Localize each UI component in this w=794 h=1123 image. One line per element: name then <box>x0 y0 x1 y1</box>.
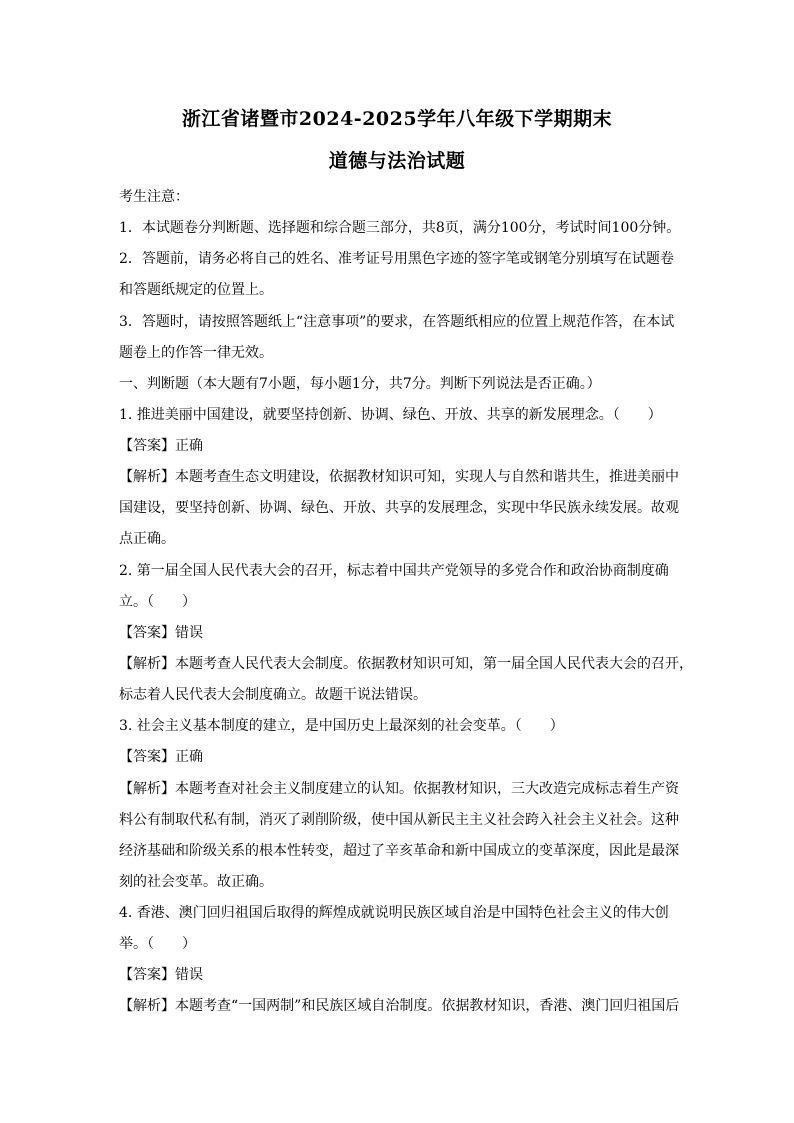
q1-analysis-a: 【解析】本题考查生态文明建设，依据教材知识可知，实现人与自然和谐共生，推进美丽中 <box>119 469 679 485</box>
q1-analysis-c: 点正确。 <box>119 531 175 547</box>
q3-analysis-a: 【解析】本题考查对社会主义制度建立的认知。依据教材知识，三大改造完成标志着生产资 <box>119 781 679 797</box>
q4-analysis-a: 【解析】本题考查“一国两制”和民族区域自治制度。依据教材知识，香港、澳门回归祖国后 <box>119 998 680 1014</box>
notice-item-2a: 2．答题前，请务必将自己的姓名、准考证号用黑色字迹的签字笔或钢笔分别填写在试题卷 <box>119 251 674 267</box>
q2-stem-a: 2. 第一届全国人民代表大会的召开，标志着中国共产党领导的多党合作和政治协商制度确 <box>119 563 669 579</box>
q1-stem: 1. 推进美丽中国建设，就要坚持创新、协调、绿色、开放、共享的新发展理念。（ ） <box>119 407 662 423</box>
q4-stem-a: 4. 香港、澳门回归祖国后取得的辉煌成就说明民族区域自治是中国特色社会主义的伟大创 <box>119 905 669 921</box>
q1-answer: 【答案】正确 <box>119 438 203 454</box>
q3-analysis-d: 刻的社会变革。故正确。 <box>119 874 273 890</box>
notice-heading: 考生注意： <box>119 189 189 205</box>
section-1-heading: 一、判断题（本大题有7小题，每小题1分，共7分。判断下列说法是否正确。） <box>119 376 601 392</box>
document-title-line1: 浙江省诸暨市2024-2025学年八年级下学期期末 <box>181 108 613 130</box>
notice-item-2b: 和答题纸规定的位置上。 <box>119 282 273 298</box>
q2-stem-b: 立。（ ） <box>119 594 196 610</box>
q1-analysis-b: 国建设，要坚持创新、协调、绿色、开放、共享的发展理念，实现中华民族永续发展。故观 <box>119 500 679 516</box>
q2-answer: 【答案】错误 <box>119 625 203 641</box>
document-title-line2: 道德与法治试题 <box>328 150 466 172</box>
q4-stem-b: 举。（ ） <box>119 936 196 952</box>
q3-analysis-b: 料公有制取代私有制，消灭了剥削阶级，使中国从新民主主义社会跨入社会主义社会。这种 <box>119 812 679 828</box>
notice-item-3b: 题卷上的作答一律无效。 <box>119 345 273 361</box>
q3-analysis-c: 经济基础和阶级关系的根本性转变，超过了辛亥革命和新中国成立的变革深度，因此是最深 <box>119 843 679 859</box>
q3-stem: 3. 社会主义基本制度的建立，是中国历史上最深刻的社会变革。（ ） <box>119 718 564 734</box>
q2-analysis-a: 【解析】本题考查人民代表大会制度。依据教材知识可知，第一届全国人民代表大会的召开， <box>119 656 693 672</box>
notice-item-3a: 3．答题时，请按照答题纸上“注意事项”的要求，在答题纸相应的位置上规范作答，在本试 <box>119 314 675 330</box>
q3-answer: 【答案】正确 <box>119 749 203 765</box>
q4-answer: 【答案】错误 <box>119 967 203 983</box>
q2-analysis-b: 标志着人民代表大会制度确立。故题干说法错误。 <box>119 687 427 703</box>
notice-item-1: 1．本试题卷分判断题、选择题和综合题三部分，共8页，满分100分，考试时间100分钟。 <box>119 220 681 236</box>
